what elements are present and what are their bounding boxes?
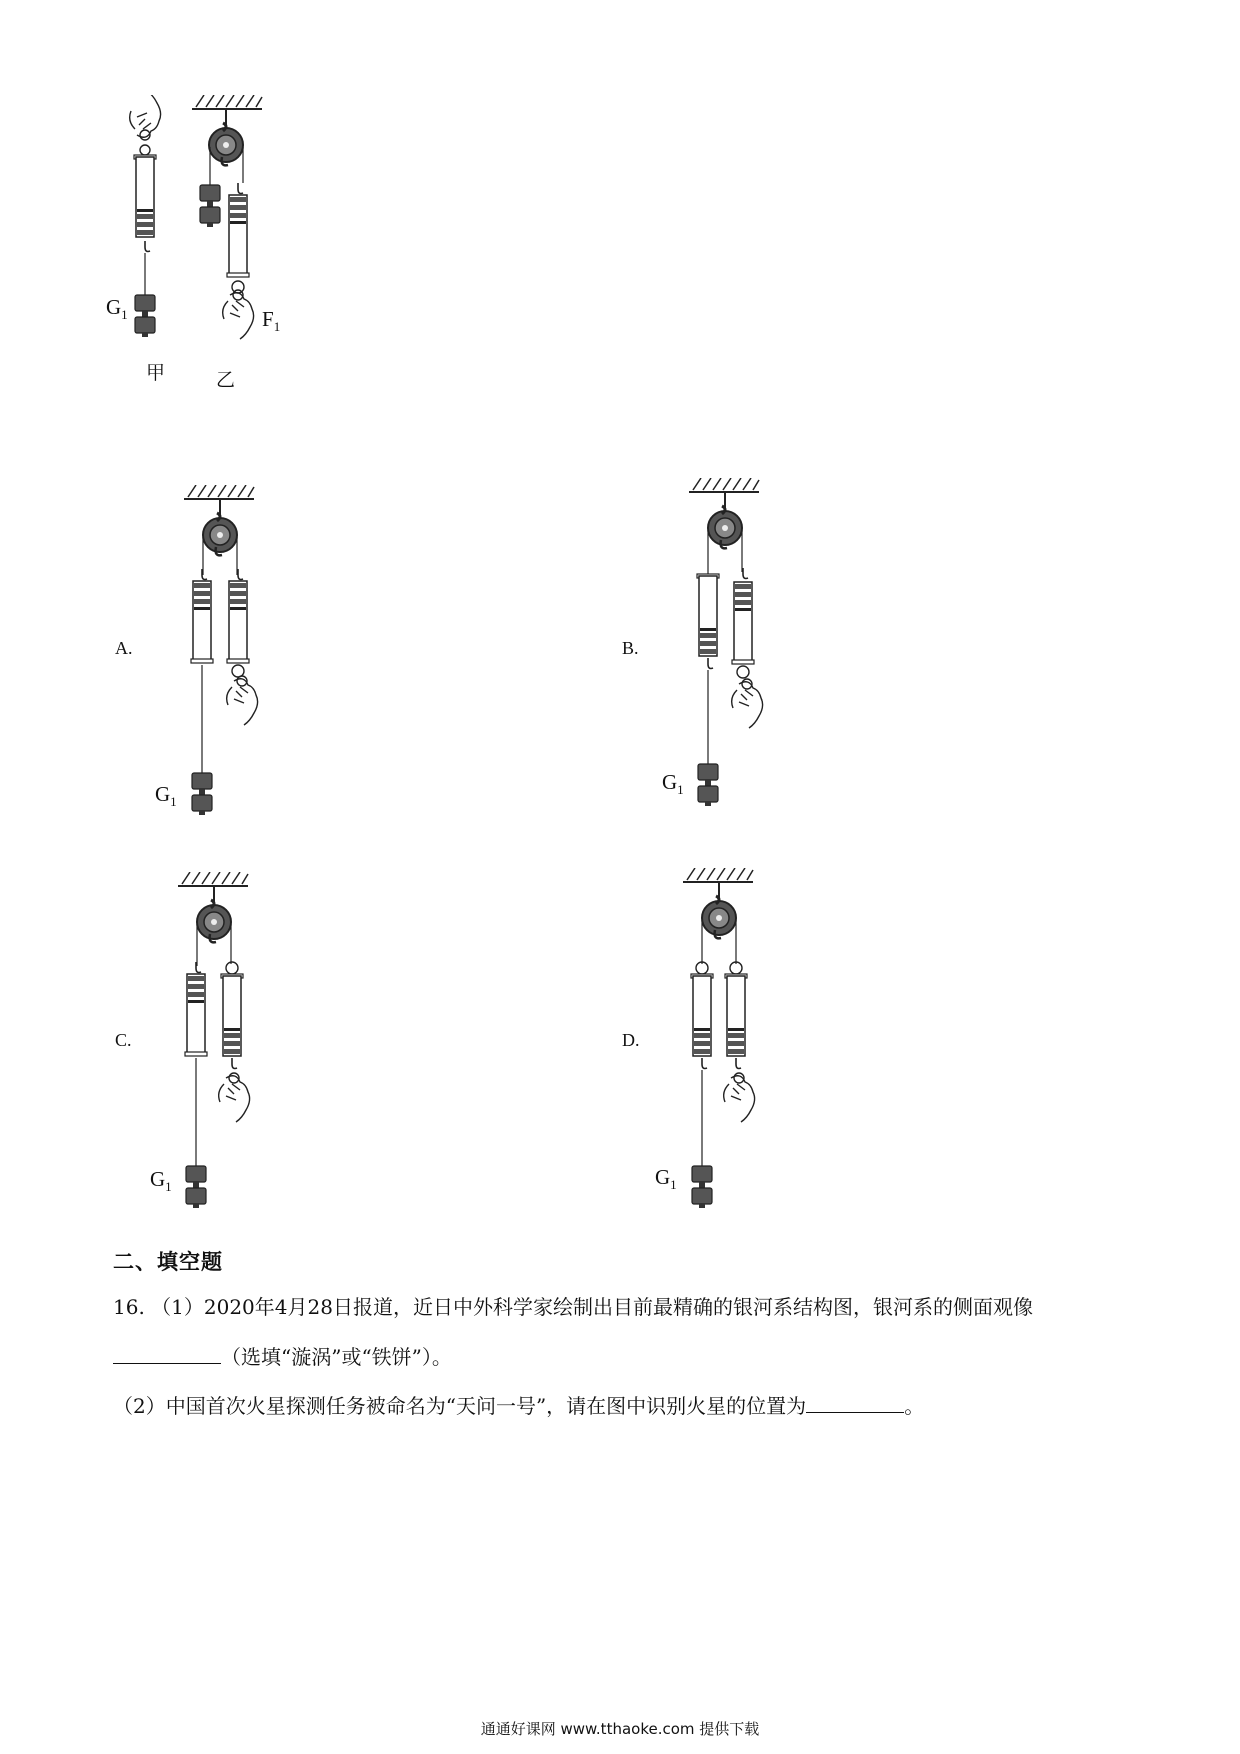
option-d-g1: $G_1$: [655, 1165, 677, 1193]
footer-text: 通通好课网 www.tthaoke.com 提供下载: [480, 1720, 760, 1738]
option-b-letter: B.: [622, 638, 639, 658]
section-title: 二、填空题: [113, 1249, 223, 1274]
option-a-letter: A.: [115, 638, 133, 658]
option-b-figure: [655, 478, 795, 818]
yi-apparatus: [192, 95, 262, 339]
answer-blank-1[interactable]: [113, 1345, 221, 1364]
option-b-g1: $G_1$: [662, 770, 684, 798]
option-d-letter: D.: [622, 1030, 640, 1050]
jia-label: 甲: [146, 363, 166, 384]
question-16-line3-end: 。: [904, 1394, 925, 1418]
jia-apparatus: [130, 95, 161, 337]
figure-jia-yi: [100, 95, 300, 395]
option-c-g1: $G_1$: [150, 1167, 172, 1195]
yi-label: 乙: [216, 370, 236, 391]
f1-label: $F_1$: [262, 307, 281, 335]
question-16-line3: [113, 1394, 924, 1416]
question-16-line2: [113, 1345, 452, 1367]
question-16-line2-text: （选填“漩涡”或“铁饼”）。: [221, 1345, 452, 1369]
option-a-g1: $G_1$: [155, 782, 177, 810]
question-16-line3-text: （2）中国首次火星探测任务被命名为“天问一号”，请在图中识别火星的位置为: [113, 1394, 807, 1418]
answer-blank-2[interactable]: [806, 1394, 904, 1413]
g1-label-top: $G_1$: [106, 295, 128, 323]
option-c-letter: C.: [115, 1030, 132, 1050]
option-a-figure: [150, 485, 290, 825]
question-16-line1: 16. （1）2020年4月28日报道，近日中外科学家绘制出目前最精确的银河系结构图，银河系的侧面观像: [113, 1295, 1033, 1319]
option-c-figure: [150, 872, 290, 1217]
